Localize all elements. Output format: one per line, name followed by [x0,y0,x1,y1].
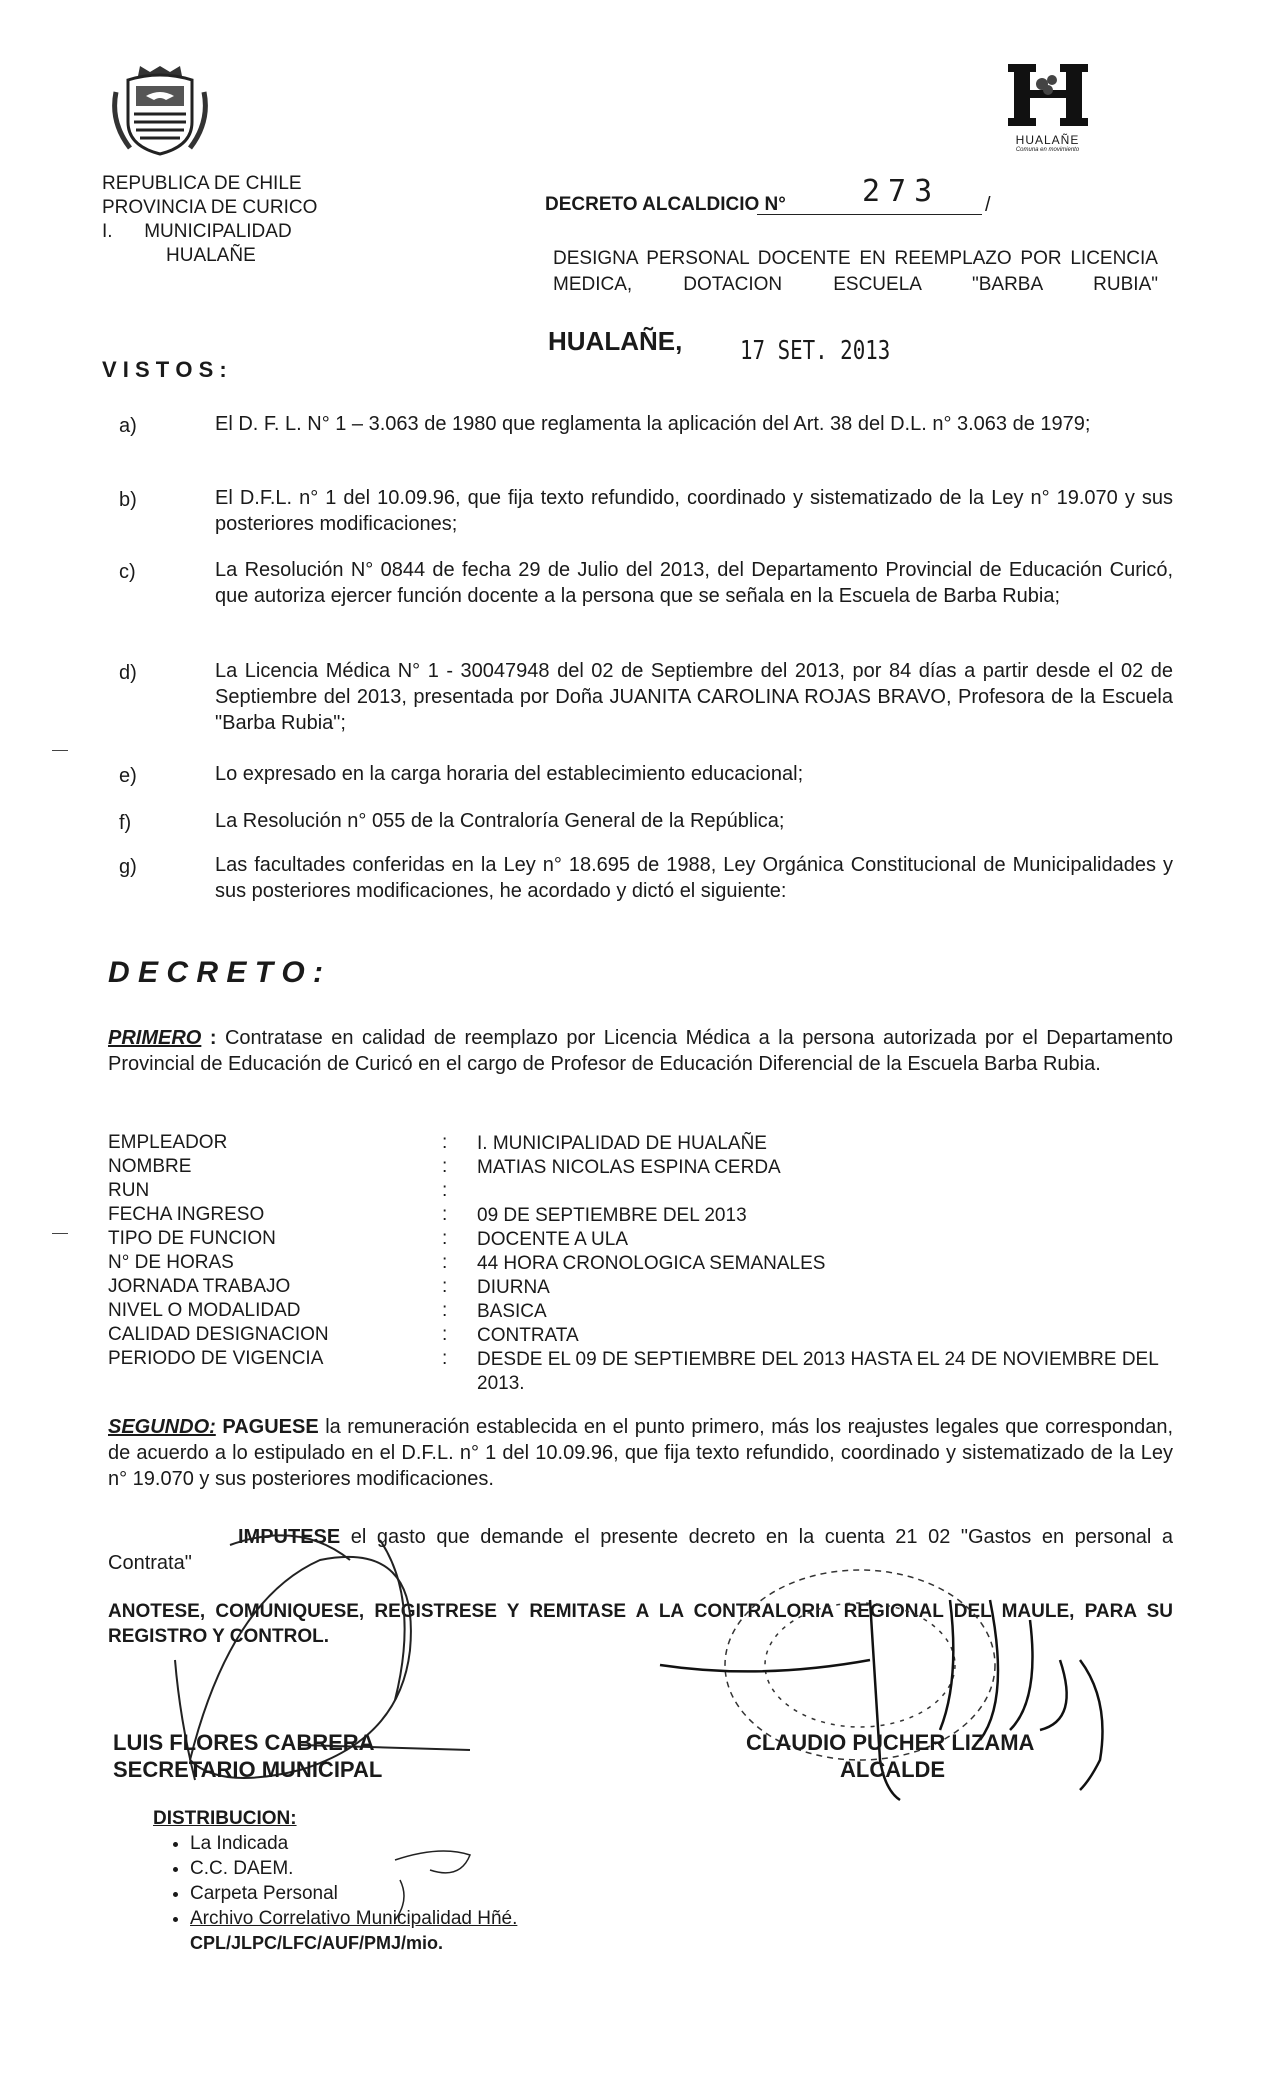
distribucion-item: • Archivo Correlativo Municipalidad Hñé. [190,1906,517,1931]
distribucion-item: • La Indicada [190,1831,517,1856]
signature-right-name: CLAUDIO PUCHER LIZAMA [746,1730,1035,1755]
field-label-tipo-funcion: TIPO DE FUNCION [108,1228,276,1249]
decree-subject: DESIGNA PERSONAL DOCENTE EN REEMPLAZO POR LICENCIA MEDICA, DOTACION ESCUELA "BARBA RUBIA" [553,248,1158,295]
field-label-fecha-ingreso: FECHA INGRESO [108,1204,265,1225]
distribucion-list [147,1831,517,1931]
visto-text-c: La Resolución N° 0844 de fecha 29 de Julio del 2013, del Departamento Provincial de Educación Curicó, que autoriza ejercer función docente a la persona que se señala en la Escuela de Barba Rubia; [215,559,1173,607]
primero-label: PRIMERO [108,1027,202,1049]
field-value-empleador: I. MUNICIPALIDAD DE HUALAÑE [477,1133,767,1154]
primero-text: Contratase en calidad de reemplazo por Licencia Médica a la persona autorizada por el Departamento Provincial de Educación de Curicó en el cargo de Profesor de Educación Diferencial de la Escuela Barba Rubia. [108,1027,1174,1075]
signature-right-title: ALCALDE [840,1757,946,1782]
visto-letter-d: d) [119,662,137,684]
segundo-bold: PAGUESE [215,1416,319,1438]
impute-bold: IMPUTESE [238,1526,341,1548]
signature-left-name: LUIS FLORES CABRERA [113,1730,375,1755]
distribucion-item: • Carpeta Personal [190,1881,517,1906]
field-label-periodo: PERIODO DE VIGENCIA [108,1348,324,1369]
vistos-title: V I S T O S : [102,357,227,382]
impute-text: el gasto que demande el presente decreto en la cuenta 21 02 "Gastos en personal a Contrata" [108,1526,1173,1574]
issuer-municipality: I. MUNICIPALIDAD [102,221,292,242]
field-value-fecha-ingreso: 09 DE SEPTIEMBRE DEL 2013 [477,1205,747,1226]
field-value-tipo-funcion: DOCENTE A ULA [477,1229,628,1250]
field-value-horas: 44 HORA CRONOLOGICA SEMANALES [477,1253,826,1274]
visto-letter-f: f) [119,812,132,834]
field-value-calidad: CONTRATA [477,1325,579,1346]
issuer-country: REPUBLICA DE CHILE [102,173,302,194]
field-value-nivel: BASICA [477,1301,547,1322]
date-stamp: 17 SET. 2013 [740,336,891,366]
decree-number: 273 [862,174,941,209]
visto-text-g: Las facultades conferidas en la Ley n° 18.695 de 1988, Ley Orgánica Constitucional de Municipalidades y sus posteriores modificaciones, he acordado y dictó el siguiente: [215,854,1173,902]
distribucion-item: • C.C. DAEM. [190,1856,517,1881]
segundo-text: la remuneración establecida en el punto primero, más los reajustes legales que correspondan, de acuerdo a lo estipulado en el D.F.L. n° 1 del 10.09.96, que fija texto refundido, coordinado y sistematizado de la Ley n° 19.070 y sus posteriores modificaciones. [108,1416,1174,1490]
logo-tagline: Comuna en movimiento [1015,147,1080,153]
visto-letter-b: b) [119,489,137,511]
field-value-nombre: MATIAS NICOLAS ESPINA CERDA [477,1157,781,1178]
visto-letter-e: e) [119,765,137,787]
primero-paragraph: PRIMERO : Contratase en calidad de reemplazo por Licencia Médica a la persona autorizada por el Departamento Provincial de Educación de Curicó en el cargo de Profesor de Educación Diferencial de la Escuela Barba Rubia. [108,1027,1174,1075]
closing-paragraph: ANOTESE, COMUNIQUESE, REGISTRESE Y REMITASE A LA CONTRALORIA REGIONAL DEL MAULE, PARA SU REGISTRO Y CONTROL. [108,1601,1173,1647]
field-value-periodo: DESDE EL 09 DE SEPTIEMBRE DEL 2013 HASTA EL 24 DE NOVIEMBRE DEL 2013. [477,1349,1159,1394]
field-label-run: RUN [108,1180,150,1201]
visto-text-f: La Resolución n° 055 de la Contraloría General de la República; [215,810,785,832]
field-label-horas: N° DE HORAS [108,1252,234,1273]
signature-left-title: SECRETARIO MUNICIPAL [113,1757,383,1782]
visto-text-e: Lo expresado en la carga horaria del establecimiento educacional; [215,763,804,785]
field-label-calidad: CALIDAD DESIGNACION [108,1324,329,1345]
field-label-jornada: JORNADA TRABAJO [108,1276,291,1297]
visto-letter-c: c) [119,561,136,583]
visto-text-d: La Licencia Médica N° 1 - 30047948 del 02 de Septiembre del 2013, por 84 días a partir desde el 02 de Septiembre del 2013, presentada por Doña JUANITA CAROLINA ROJAS BRAVO, Profesora de la Escuela "Barba Rubia"; [215,660,1173,734]
field-label-empleador: EMPLEADOR [108,1132,228,1153]
visto-letter-a: a) [119,415,137,437]
field-label-nombre: NOMBRE [108,1156,192,1177]
field-label-nivel: NIVEL O MODALIDAD [108,1300,301,1321]
place: HUALAÑE, [548,326,683,356]
visto-letter-g: g) [119,856,137,878]
logo-wordmark: HUALAÑE [1015,133,1080,147]
visto-text-a: El D. F. L. N° 1 – 3.063 de 1980 que reglamenta la aplicación del Art. 38 del D.L. n° 3.063 de 1979; [215,413,1091,435]
decree-label: DECRETO ALCALDICIO N° [545,194,786,215]
distribucion-initials: CPL/JLPC/LFC/AUF/PMJ/mio. [190,1933,444,1953]
visto-text-b: El D.F.L. n° 1 del 10.09.96, que fija texto refundido, coordinado y sistematizado de la Ley n° 19.070 y sus posteriores modificaciones; [215,487,1173,535]
field-value-jornada: DIURNA [477,1277,550,1298]
issuer-province: PROVINCIA DE CURICO [102,197,318,218]
decreto-title: D E C R E T O : [108,956,324,989]
distribucion-title: DISTRIBUCION: [153,1808,297,1829]
segundo-label: SEGUNDO: [108,1416,216,1438]
issuer-commune: HUALAÑE [166,245,256,266]
